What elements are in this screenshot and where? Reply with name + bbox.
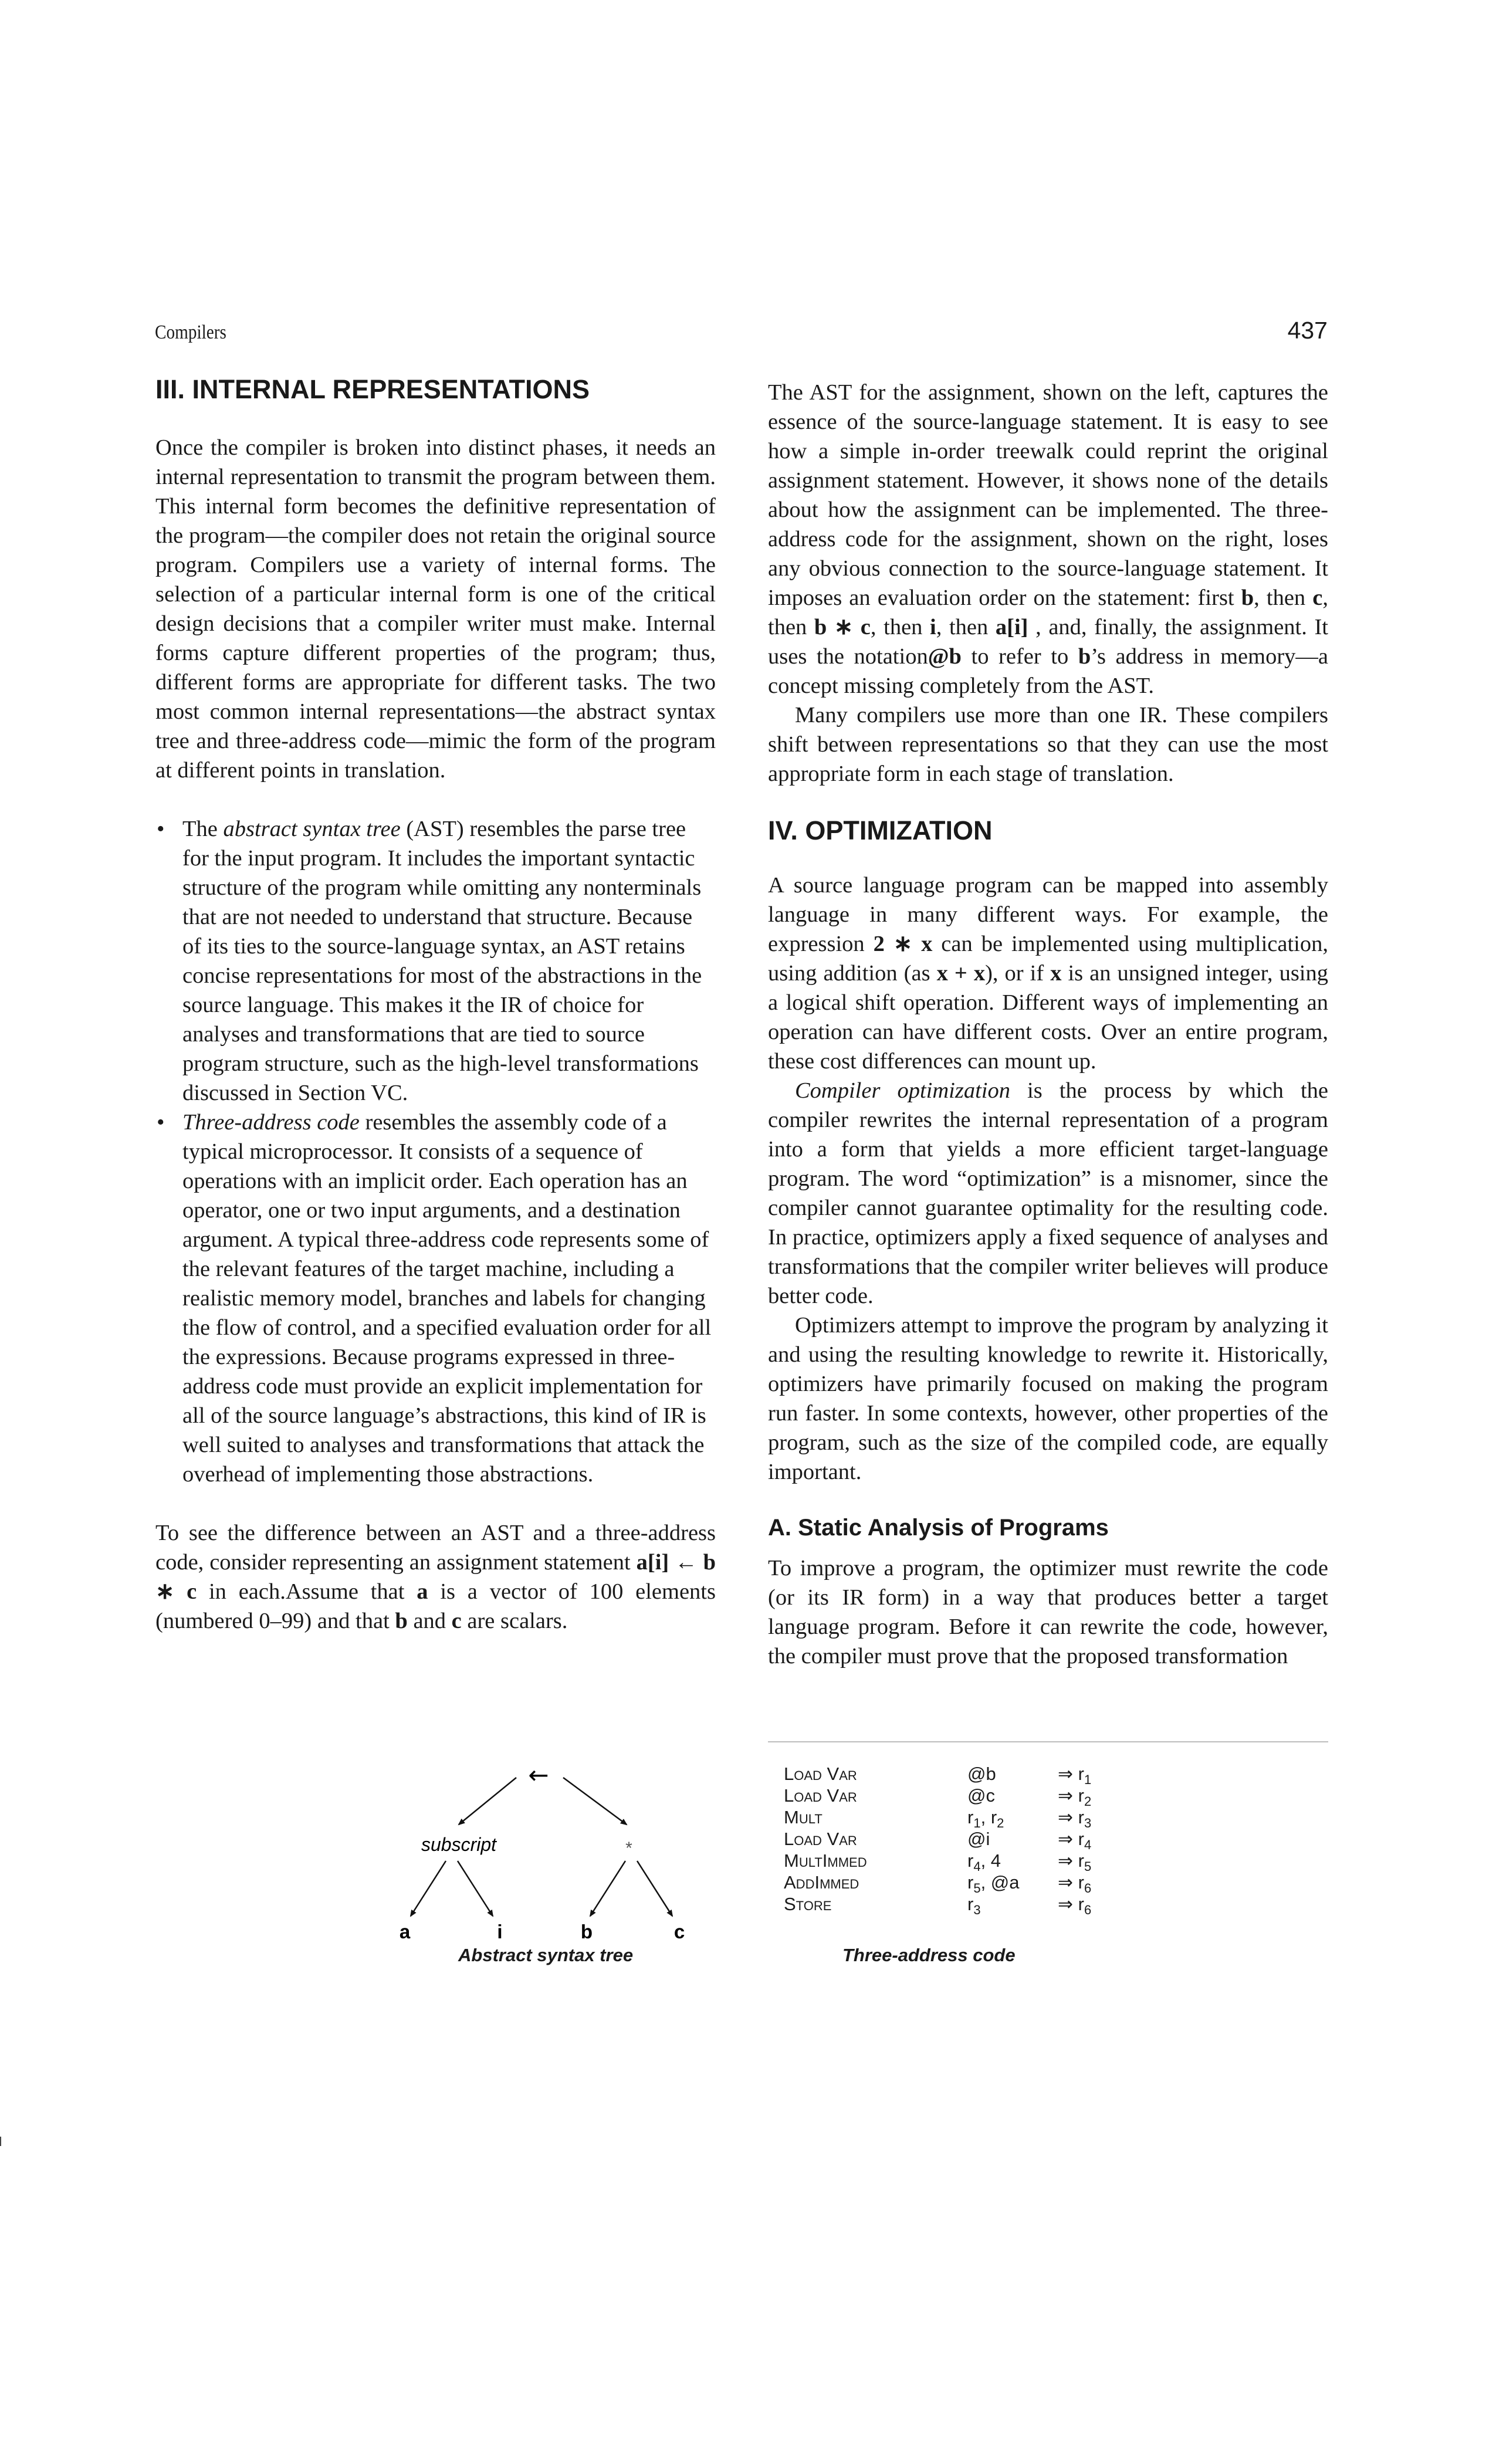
static-analysis-paragraph: To improve a program, the optimizer must rewrite the code (or its IR form) in a way that produces better a target language program. Before it can rewrite the code, however, the compiler must prove that the proposed transformation	[768, 1556, 1328, 1668]
term-three-address-code: Three-address code	[182, 1110, 360, 1135]
tac-row	[784, 1871, 1128, 1896]
tac-dest	[1058, 1806, 1128, 1828]
p1-bold-c: c	[1312, 585, 1323, 610]
tac-op: AddImmed	[784, 1872, 859, 1893]
p1-text-6: , and, finally, the assignment. It uses the notation	[768, 615, 1328, 669]
p1-bold-i: i	[930, 615, 936, 639]
tac-reg: r	[1078, 1764, 1084, 1784]
tac-reg: r	[1078, 1850, 1084, 1871]
implies-arrow: ⇒	[1058, 1829, 1073, 1849]
tac-row	[784, 1763, 1128, 1785]
tac-args	[967, 1871, 1058, 1896]
ast-mult-node: *	[625, 1839, 632, 1858]
term-abstract-syntax-tree: abstract syntax tree	[223, 817, 401, 841]
p1-text-5: , then	[936, 615, 996, 639]
tac-arg-sub: 4	[973, 1859, 981, 1874]
closing-text-1: To see the difference between an AST and a three-address code, consider representing an assignment statement	[155, 1521, 716, 1575]
ast-edge-subscript-a	[411, 1861, 446, 1916]
tac-reg: r	[1078, 1829, 1084, 1849]
multiple-ir-paragraph: Many compilers use more than one IR. These compilers shift between representations so that they can use the most appropriate form in each stage of translation.	[768, 703, 1328, 786]
ast-leaf-b: b	[580, 1921, 593, 1942]
tac-arg-sep: , 4	[980, 1850, 1001, 1871]
bullet-three-address-text: resembles the assembly code of a typical microprocessor. It consists of a sequence of operations with an implicit order. Each operation has an operator, one or two input arguments, and a destination argument. A typical three-address code represents some of the relevant features of the target machine, including a realistic memory model, branches and labels for changing the flow of control, and a specified evaluation order for all the expressions. Because programs expressed in three-address code must provide an explicit implementation for all of the source language’s abstractions, this kind of IR is well suited to analyses and transformations that attack the overhead of implementing those abstractions.	[182, 1110, 712, 1487]
ast-leaf-i: i	[497, 1921, 503, 1942]
tac-arg-sub: 3	[973, 1903, 981, 1917]
ast-subscript-node: subscript	[421, 1834, 497, 1855]
intro-paragraph: Once the compiler is broken into distinct phases, it needs an internal representation to transmit the program between them. This internal form becomes the definitive representation of the program—the compiler does not retain the original source program. Compilers use a variety of internal forms. The selection of a particular internal form is one of the critical design decisions that a compiler writer must make. Internal forms capture different properties of the program; thus, different forms are appropriate for different tasks. The two most common internal representations—the abstract syntax tree and three-address code—mimic the form of the program at different points in translation.	[155, 435, 716, 783]
ast-edge-root-left	[459, 1778, 516, 1825]
tac-arg-reg: r	[967, 1872, 974, 1893]
implies-arrow: ⇒	[1058, 1850, 1073, 1871]
p1-bold-at-b: @b	[928, 644, 962, 669]
tac-reg: r	[1078, 1807, 1084, 1827]
tac-arg-reg: r	[967, 1807, 974, 1827]
scan-mark	[0, 2137, 1, 2146]
tac-row	[784, 1850, 1128, 1874]
ast-edge-root-right	[563, 1778, 627, 1825]
tac-op: Mult	[784, 1807, 823, 1827]
ast-caption: Abstract syntax tree	[458, 1945, 634, 1965]
implies-arrow: ⇒	[1058, 1785, 1073, 1806]
p1-text-3: , then	[768, 585, 1328, 639]
tac-reg-sub: 3	[1084, 1816, 1092, 1830]
tac-arg-sep: , @a	[980, 1872, 1020, 1893]
bullet-ast-lead: The	[182, 817, 224, 841]
expr-x-plus-x: x + x	[936, 961, 986, 986]
ast-edge-subscript-i	[458, 1861, 493, 1916]
tac-op: Load Var	[784, 1785, 857, 1806]
tac-row	[784, 1893, 1128, 1915]
p1-bold-b2: b	[1078, 644, 1091, 669]
tac-args	[967, 1806, 1058, 1828]
tac-reg: r	[1078, 1785, 1084, 1806]
ast-root-node: ←	[528, 1761, 549, 1789]
p1-text-7: to refer to	[961, 644, 1078, 669]
closing-text-3: is a vector of 100 elements (numbered 0–99) and that	[155, 1579, 716, 1633]
tac-arg-reg: r	[990, 1807, 997, 1827]
p3-text-1: A source language program can be mapped into assembly language in many different ways. For example, the expression	[768, 873, 1328, 956]
tac-arg-sub: 2	[997, 1816, 1004, 1830]
tac-arg-sep: ,	[980, 1807, 991, 1827]
tac-dest	[1058, 1785, 1128, 1809]
p3-text-2: can be implemented using multiplication, using addition (as	[768, 932, 1328, 986]
closing-text-2: in each.Assume that	[197, 1579, 417, 1604]
tac-dest	[1058, 1893, 1128, 1915]
tac-reg: r	[1078, 1872, 1084, 1893]
term-compiler-optimization: Compiler optimization	[795, 1078, 1010, 1103]
section-heading-optimization: IV. OPTIMIZATION	[768, 815, 993, 845]
p1-text-1: The AST for the assignment, shown on the left, captures the essence of the source-language statement. It is easy to see how a simple in-order treewalk could reprint the original assignment statement. However, it shows none of the details about how the assignment can be implemented. The three-address code for the assignment, shown on the right, loses any obvious connection to the source-language statement. It imposes an evaluation order on the statement: first	[768, 380, 1328, 610]
ast-edge-mult-c	[637, 1861, 672, 1916]
tac-reg-sub: 5	[1084, 1859, 1092, 1874]
tac-op: MultImmed	[784, 1850, 867, 1871]
p1-text-4: , then	[870, 615, 930, 639]
tac-args: @c	[967, 1785, 995, 1806]
tac-dest	[1058, 1763, 1128, 1785]
implies-arrow: ⇒	[1058, 1894, 1073, 1914]
tac-args: @b	[967, 1764, 996, 1784]
implies-arrow: ⇒	[1058, 1764, 1073, 1784]
tac-args: @i	[967, 1829, 990, 1849]
tac-op: Store	[784, 1894, 832, 1914]
tac-args	[967, 1850, 1058, 1874]
p3-text-4: is an unsigned integer, using a logical shift operation. Different ways of implementing an operation can have different costs. Over an entire program, these cost differences can mount up.	[768, 961, 1328, 1074]
tac-reg: r	[1078, 1894, 1084, 1914]
optimizers-paragraph: Optimizers attempt to improve the program by analyzing it and using the resulting knowledge to rewrite it. Historically, optimizers have primarily focused on making the program run faster. In some contexts, however, other properties of the program, such as the size of the compiled code, are equally important.	[768, 1313, 1328, 1484]
implies-arrow: ⇒	[1058, 1872, 1073, 1893]
p1-text-8: ’s address in memory—a concept missing completely from the AST.	[768, 644, 1328, 698]
assignment-statement: a[i] ← b ∗ c	[155, 1550, 716, 1604]
tac-row	[784, 1806, 1128, 1828]
tac-reg-sub: 2	[1084, 1794, 1092, 1809]
tac-dest	[1058, 1850, 1128, 1874]
p1-text-2: , then	[1254, 585, 1313, 610]
running-head: Compilers	[155, 321, 226, 343]
tac-args	[967, 1893, 1058, 1915]
tac-reg-sub: 1	[1084, 1772, 1092, 1787]
var-a: a	[417, 1579, 428, 1604]
ast-leaf-a: a	[399, 1921, 411, 1942]
subsection-heading-static-analysis: A. Static Analysis of Programs	[768, 1515, 1109, 1541]
p1-bold-b: b	[1241, 585, 1254, 610]
section-heading-internal-representations: III. INTERNAL REPRESENTATIONS	[155, 374, 590, 404]
tac-row	[784, 1785, 1128, 1809]
ast-edge-mult-b	[590, 1861, 625, 1916]
p1-bold-bc: b ∗ c	[814, 615, 871, 639]
tac-caption: Three-address code	[842, 1945, 1016, 1965]
var-b: b	[395, 1609, 408, 1633]
tac-arg-reg: r	[967, 1894, 974, 1914]
tac-arg-reg: r	[967, 1850, 974, 1871]
var-c: c	[451, 1609, 462, 1633]
implies-arrow: ⇒	[1058, 1807, 1073, 1827]
p3-text-3: ), or if	[985, 961, 1051, 986]
ast-leaf-c: c	[673, 1921, 685, 1942]
p1-bold-ai: a[i]	[995, 615, 1028, 639]
closing-text-5: are scalars.	[461, 1609, 568, 1633]
tac-arg-sub: 5	[973, 1881, 981, 1896]
tac-op: Load Var	[784, 1829, 857, 1849]
tac-reg-sub: 4	[1084, 1837, 1092, 1852]
var-x: x	[1050, 961, 1062, 986]
tac-dest	[1058, 1828, 1128, 1850]
tac-row	[784, 1828, 1128, 1850]
three-address-code-table	[784, 1763, 1128, 1915]
page-number: 437	[1287, 317, 1328, 344]
tac-dest	[1058, 1871, 1128, 1896]
closing-text-4: and	[407, 1609, 452, 1633]
tac-arg-sub: 1	[973, 1816, 981, 1830]
bullet-ast-text: (AST) resembles the parse tree for the input program. It includes the important syntactic structure of the program while omitting any nonterminals that are not needed to understand that structure. Because of its ties to the source-language syntax, an AST retains concise representations for most of the abstractions in the source language. This makes it the IR of choice for analyses and transformations that are tied to source program structure, such as the high-level transformations discussed in Section VC.	[182, 817, 702, 1105]
tac-reg-sub: 6	[1084, 1903, 1092, 1917]
tac-op: Load Var	[784, 1764, 857, 1784]
tac-reg-sub: 6	[1084, 1881, 1092, 1896]
expr-2x: 2 ∗ x	[873, 932, 933, 956]
p4-text: is the process by which the compiler rewrites the internal representation of a program into a form that yields a more efficient target-language program. The word “optimization” is a misnomer, since the compiler cannot guarantee optimality for the resulting code. In practice, optimizers apply a fixed sequence of analyses and transformations that the compiler writer believes will produce better code.	[768, 1078, 1328, 1308]
